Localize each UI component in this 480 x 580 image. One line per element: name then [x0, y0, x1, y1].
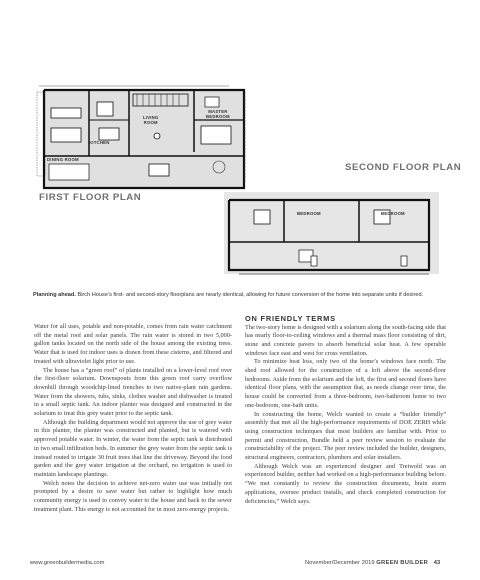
left-column	[34, 323, 232, 514]
floor-plans-figure	[29, 52, 462, 282]
right-column	[245, 315, 446, 506]
left-paragraph-1: Water for all uses, potable and non-potable, comes from rain water catchment off the metal roof and solar panels. The rain water is stored in two 5,000-gallon tanks located on the north side of the house among the existing trees. Water that is used for indoor uses is drawn from these cisterns, and filtered and treated with ultraviolet light prior to use.	[34, 323, 232, 365]
page-number: 43	[433, 560, 441, 566]
left-paragraph-2: The house has a “green roof” of plants installed on a lower-level roof over the first-floor solarium. Downspouts from this green roof carry overflow downhill through woodchip-lined trenches to two native-plant rain gardens. Water from the showers, tubs, sinks, clothes washer and dishwasher is treated in a small septic tank. An indoor planter was designed and constructed in the solarium to treat this grey water prior to the septic tank.	[34, 366, 232, 418]
caption-lead: Planning ahead.	[33, 292, 76, 298]
first-floor-plan-drawing	[37, 86, 245, 188]
figure-caption	[33, 292, 453, 298]
left-paragraph-4: Welch notes the decision to achieve net-zero water use was initially not prompted by a desire to save water but rather to highlight how much community energy is used to convey water to the house and back to the sewer treatment plant. This energy is not accounted for in most zero energy projects.	[34, 479, 232, 513]
footer-brand: GREEN BUILDER	[376, 560, 429, 566]
right-paragraph-1: The two-story home is designed with a solarium along the south-facing side that has nearly floor-to-ceiling windows and a thermal mass floor consisting of dirt, stone and concrete pavers to absorb beneficial solar heat. A few operable windows face east and west for cross ventilation.	[245, 323, 446, 357]
caption-text: Birch House’s first- and second-story floorplans are nearly identical, allowing for future conversion of the home into separate units if desired.	[75, 292, 424, 298]
room-label-bedroom-left: BEDROOM	[297, 211, 321, 216]
footer-issue-info	[305, 560, 440, 566]
right-paragraph-3: In constructing the home, Welch wanted to create a “builder friendly” assembly that met all the high-performance requirements of DOE ZERH while using construction techniques that most builders are familiar with. Prior to permit and construction, Bundle held a peer review session to evaluate the constructability of the project. The peer review included the builder, designers, structural engineers, contractors, plumbers and solar installers.	[245, 410, 446, 462]
footer-issue: November/December 2019	[305, 560, 375, 566]
second-floor-plan-drawing	[224, 192, 439, 274]
room-label-living: LIVING ROOM	[143, 115, 159, 125]
left-paragraph-3: Although the building department would not approve the use of grey water in this planter, the planter was constructed and planted, but is watered with approved potable water. In winter, the water from the septic tank is distributed in two small infiltration beds. In summer the grey water from the septic tank is instead routed to irrigate 30 fruit trees that line the driveway. Beyond the food garden and the grey water irrigation at the orchard, no irrigation is used to maintain landscape plantings.	[34, 418, 232, 478]
room-label-dining: DINING ROOM	[47, 157, 79, 162]
right-paragraph-2: To minimize heat loss, only two of the home’s windows face north. The shed roof allowed for the construction of a loft above the second-floor bedrooms. Aside from the solarium and the loft, the first and second floors have identical floor plans, with the assumption that, as needs change over time, the house could be converted from a three-bedroom, two-bathroom home to two one-bedroom, one-bath units.	[245, 358, 446, 409]
right-paragraph-4: Although Welch was an experienced designer and Tretwold was an experienced builder, neither had worked on a high-performance building before. “We met constantly to review the construction documents, brain storm applications, oversee product installs, and check completed construction for deficiencies,” Welch says.	[245, 462, 446, 505]
section-heading: ON FRIENDLY TERMS	[245, 314, 336, 323]
room-label-bedroom-right: BEDROOM	[381, 211, 405, 216]
room-label-master-bedroom: MASTER BEDROOM	[206, 109, 230, 119]
room-label-kitchen: KITCHEN	[89, 140, 110, 145]
footer-website: www.greenbuildermedia.com	[30, 560, 105, 566]
first-floor-plan-title: FIRST FLOOR PLAN	[39, 192, 142, 203]
second-floor-plan-title: SECOND FLOOR PLAN	[345, 162, 462, 173]
